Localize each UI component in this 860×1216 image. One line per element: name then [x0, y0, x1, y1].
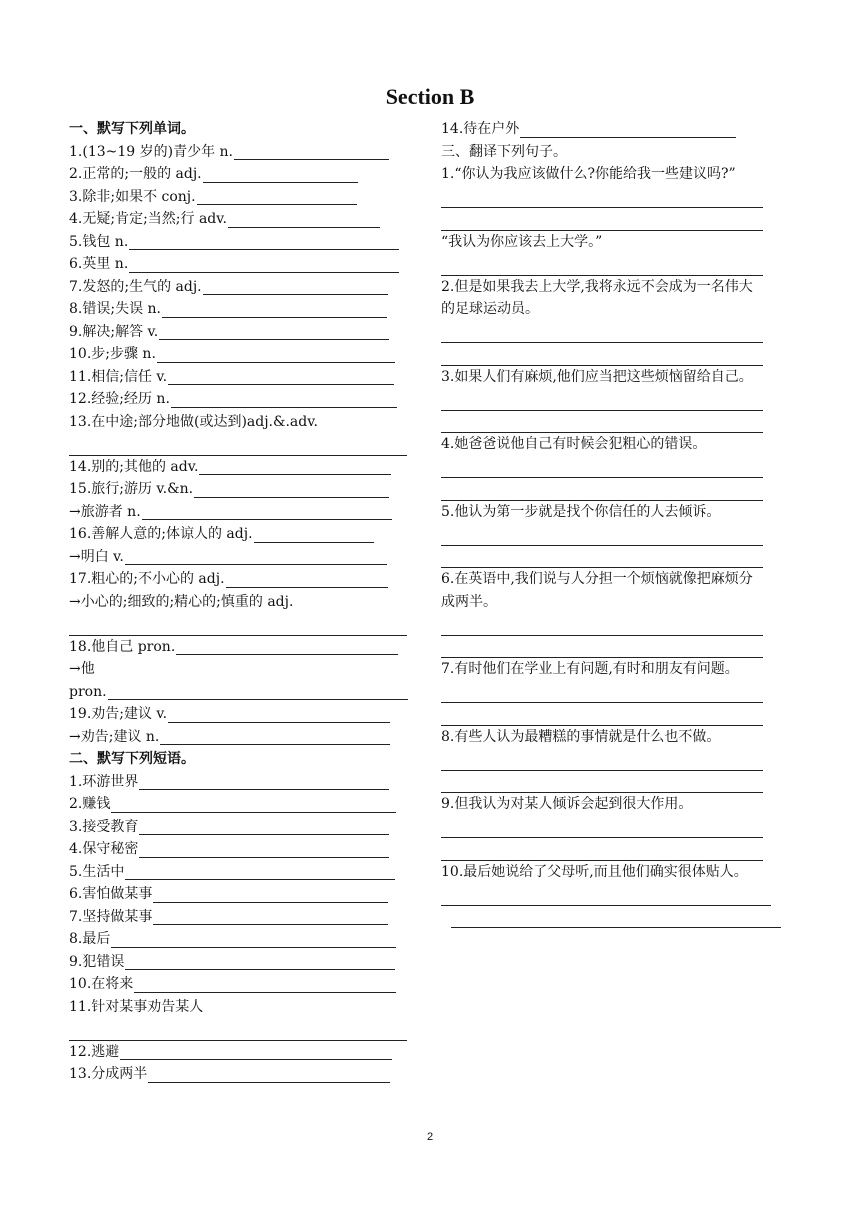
answer-line[interactable]: [176, 639, 398, 655]
answer-line[interactable]: [168, 369, 394, 385]
answer-line[interactable]: [441, 478, 763, 501]
answer-line[interactable]: [162, 302, 387, 318]
answer-line[interactable]: [441, 636, 763, 659]
sentence-prompt: 2.但是如果我去上大学,我将永远不会成为一名伟大的足球运动员。: [441, 278, 753, 317]
phrase-item: 12.逃避: [69, 1041, 414, 1064]
word-item: →旅游者 n.: [69, 501, 414, 524]
answer-line[interactable]: [451, 906, 781, 929]
answer-line[interactable]: [108, 684, 408, 700]
word-item: 11.相信;信任 v.: [69, 366, 414, 389]
sentence-prompt: 8.有些人认为最糟糕的事情就是什么也不做。: [441, 728, 721, 745]
answer-line[interactable]: [134, 977, 396, 993]
phrase-item: 9.犯错误: [69, 951, 414, 974]
sentence-prompt: 10.最后她说给了父母听,而且他们确实很体贴人。: [441, 863, 748, 880]
answer-line[interactable]: [441, 186, 763, 209]
answer-line[interactable]: [111, 797, 396, 813]
left-column: [69, 118, 414, 1086]
phrase-item: 1.环游世界: [69, 771, 414, 794]
answer-line[interactable]: [441, 253, 763, 276]
answer-line[interactable]: [441, 748, 763, 771]
answer-line[interactable]: [125, 954, 395, 970]
sentence-prompt: 1.“你认为我应该做什么?你能给我一些建议吗?”: [441, 166, 736, 182]
answer-line[interactable]: [441, 321, 763, 344]
answer-line[interactable]: [520, 122, 736, 138]
word-item: 6.英里 n.: [69, 253, 414, 276]
word-item: 2.正常的;一般的 adj.: [69, 163, 414, 186]
answer-line[interactable]: [441, 456, 763, 479]
word-item: →他: [69, 661, 95, 677]
answer-line[interactable]: [441, 838, 763, 861]
part2-heading: 二、默写下列短语。: [69, 751, 195, 767]
answer-line[interactable]: [139, 774, 389, 790]
phrase-item: 3.接受教育: [69, 816, 414, 839]
answer-line[interactable]: [125, 549, 387, 565]
sentence-prompt: 5.他认为第一步就是找个你信任的人去倾诉。: [441, 503, 721, 520]
phrase-item: 2.赚钱: [69, 793, 414, 816]
answer-line[interactable]: [441, 883, 771, 906]
word-item: 1.(13~19 岁的)青少年 n.: [69, 141, 414, 164]
phrase-item: 13.分成两半: [69, 1063, 414, 1086]
answer-line[interactable]: [153, 887, 388, 903]
answer-line[interactable]: [139, 819, 389, 835]
word-item: 9.解决;解答 v.: [69, 321, 414, 344]
word-item: →小心的;细致的;精心的;慎重的 adj.: [69, 593, 294, 610]
word-item: 8.错误;失误 n.: [69, 298, 414, 321]
answer-line[interactable]: [160, 729, 390, 745]
answer-line[interactable]: [441, 523, 763, 546]
word-item: 12.经验;经历 n.: [69, 388, 414, 411]
sentence-prompt: 3.如果人们有麻烦,他们应当把这些烦恼留给自己。: [441, 368, 753, 385]
page-number: 2: [426, 1131, 434, 1143]
answer-line[interactable]: [228, 212, 380, 228]
sentence-prompt: 7.有时他们在学业上有问题,有时和朋友有问题。: [441, 661, 739, 677]
answer-line[interactable]: [441, 411, 763, 434]
word-item: 15.旅行;游历 v.&n.: [69, 478, 414, 501]
word-item: →劝告;建议 n.: [69, 726, 414, 749]
answer-line[interactable]: [254, 527, 374, 543]
word-item: pron.: [69, 681, 414, 704]
answer-line[interactable]: [441, 816, 763, 839]
answer-line[interactable]: [168, 707, 390, 723]
answer-line[interactable]: [129, 234, 399, 250]
part3-heading: 三、翻译下列句子。: [441, 143, 567, 160]
answer-line[interactable]: [139, 842, 389, 858]
phrase-item: 14.待在户外: [441, 118, 781, 141]
word-item: 5.钱包 n.: [69, 231, 414, 254]
phrase-item: 11.针对某事劝告某人: [69, 998, 204, 1015]
right-column: [441, 118, 781, 928]
answer-line[interactable]: [171, 392, 397, 408]
sentence-prompt: 9.但我认为对某人倾诉会起到很大作用。: [441, 796, 693, 812]
answer-line[interactable]: [226, 572, 388, 588]
word-item: 7.发怒的;生气的 adj.: [69, 276, 414, 299]
answer-line[interactable]: [129, 257, 399, 273]
part1-heading: 一、默写下列单词。: [69, 121, 195, 137]
phrase-item: 4.保守秘密: [69, 838, 414, 861]
phrase-item: 5.生活中: [69, 861, 414, 884]
answer-line[interactable]: [148, 1067, 390, 1083]
word-item: 16.善解人意的;体谅人的 adj.: [69, 523, 414, 546]
answer-line[interactable]: [441, 208, 763, 231]
sentence-prompt: 4.她爸爸说他自己有时候会犯粗心的错误。: [441, 436, 707, 452]
answer-line[interactable]: [197, 189, 357, 205]
word-item: →明白 v.: [69, 546, 414, 569]
phrase-item: 10.在将来: [69, 973, 414, 996]
answer-line[interactable]: [111, 932, 396, 948]
answer-line[interactable]: [441, 681, 763, 704]
answer-line[interactable]: [199, 459, 391, 475]
answer-line[interactable]: [441, 703, 763, 726]
answer-line[interactable]: [69, 613, 407, 636]
answer-line[interactable]: [203, 279, 388, 295]
answer-line[interactable]: [153, 909, 388, 925]
answer-line[interactable]: [120, 1044, 392, 1060]
answer-line[interactable]: [142, 504, 392, 520]
word-item: 10.步;步骤 n.: [69, 343, 414, 366]
answer-line[interactable]: [125, 864, 395, 880]
sentence-prompt: 6.在英语中,我们说与人分担一个烦恼就像把麻烦分成两半。: [441, 571, 753, 610]
answer-line[interactable]: [234, 144, 389, 160]
section-title: Section B: [385, 84, 475, 109]
answer-line[interactable]: [194, 482, 389, 498]
word-item: 4.无疑;肯定;当然;行 adv.: [69, 208, 414, 231]
answer-line[interactable]: [441, 613, 763, 636]
word-item: 14.别的;其他的 adv.: [69, 456, 414, 479]
word-item: 18.他自己 pron.: [69, 636, 414, 659]
word-item: 3.除非;如果不 conj.: [69, 186, 414, 209]
answer-line[interactable]: [157, 347, 395, 363]
answer-line[interactable]: [159, 324, 389, 340]
answer-line[interactable]: [203, 167, 358, 183]
sentence-prompt: “我认为你应该去上大学。”: [441, 233, 603, 250]
phrase-item: 6.害怕做某事: [69, 883, 414, 906]
phrase-item: 7.坚持做某事: [69, 906, 414, 929]
answer-line[interactable]: [441, 388, 763, 411]
word-item: 13.在中途;部分地做(或达到)adj.&.adv.: [69, 413, 318, 430]
word-item: 17.粗心的;不小心的 adj.: [69, 568, 414, 591]
phrase-item: 8.最后: [69, 928, 414, 951]
word-item: 19.劝告;建议 v.: [69, 703, 414, 726]
answer-line[interactable]: [69, 1018, 407, 1041]
answer-line[interactable]: [69, 433, 407, 456]
answer-line[interactable]: [441, 771, 763, 794]
answer-line[interactable]: [441, 546, 763, 569]
answer-line[interactable]: [441, 343, 763, 366]
